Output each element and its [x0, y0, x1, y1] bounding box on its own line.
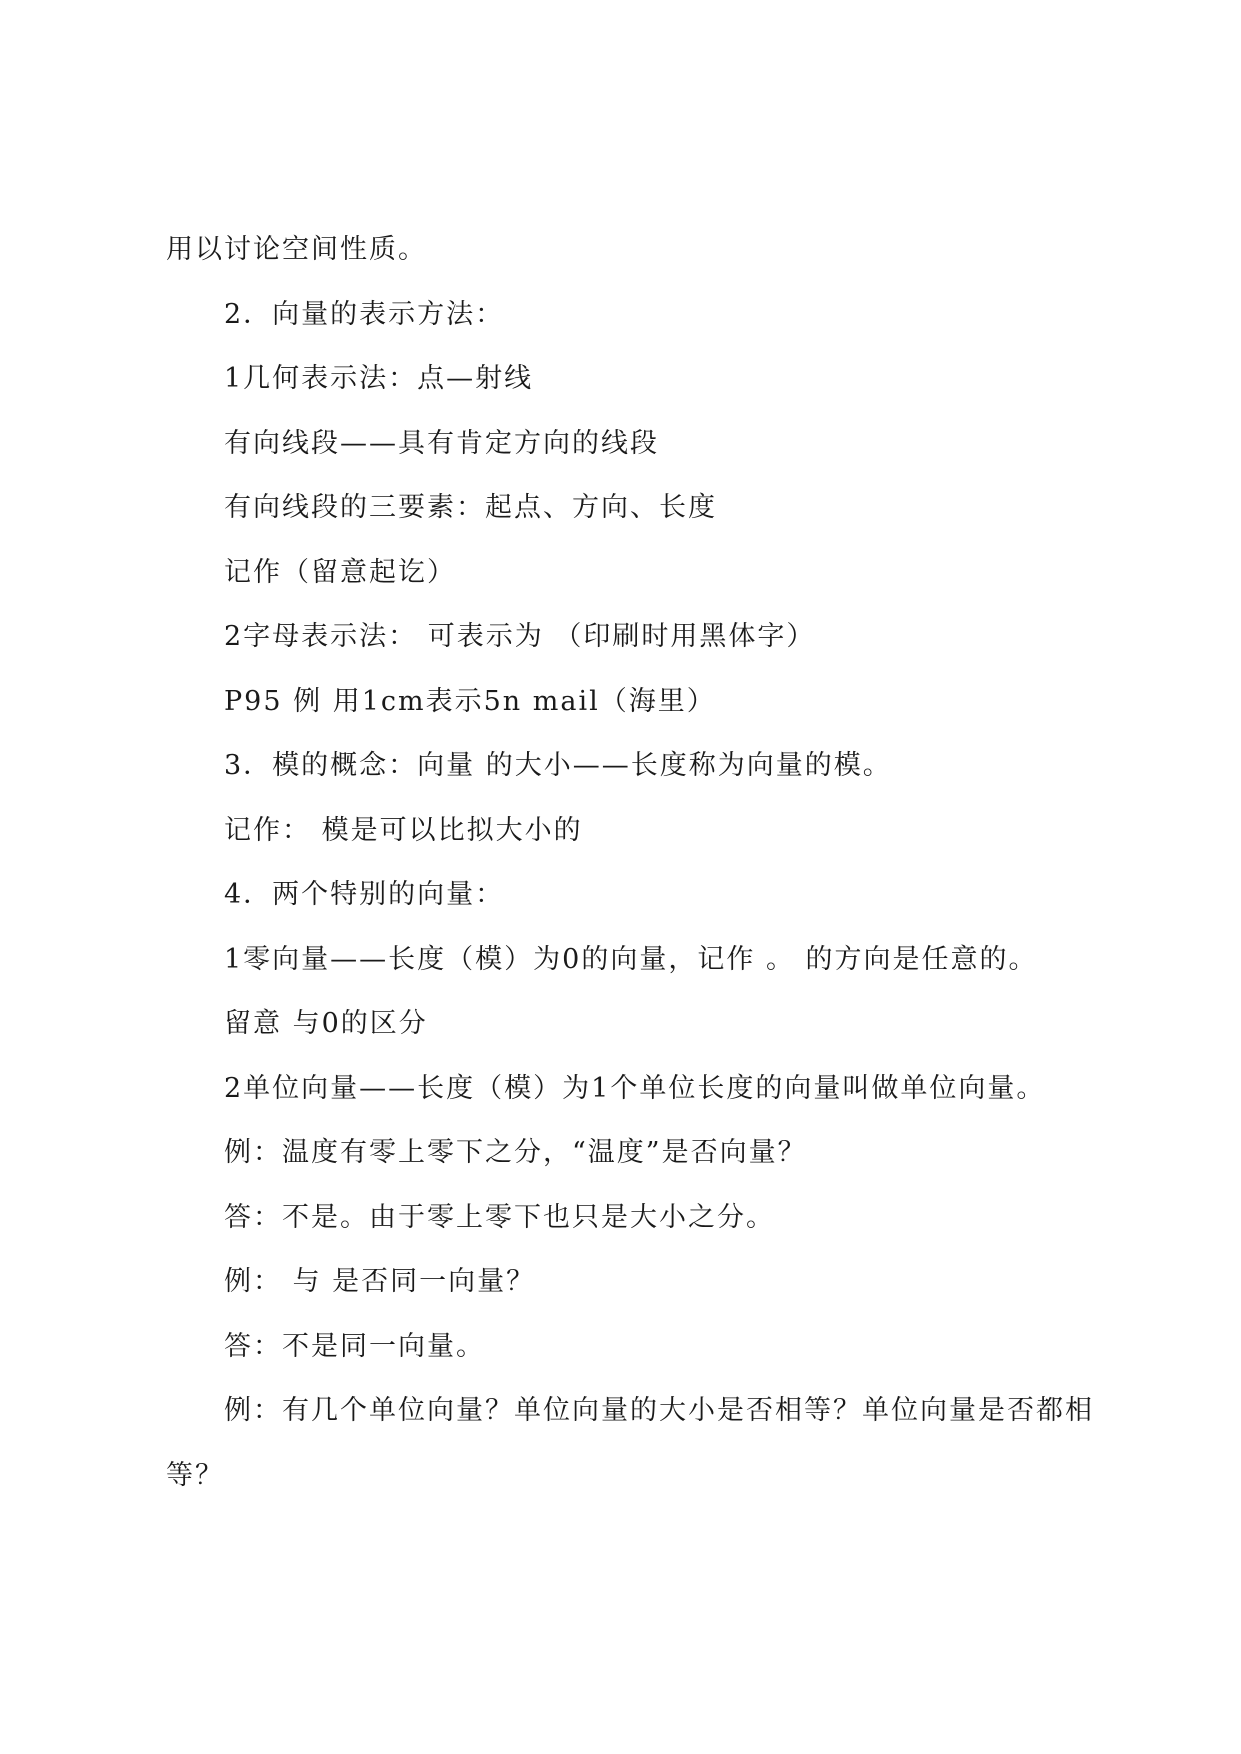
section-heading-special-vectors: 4．两个特别的向量：	[224, 879, 505, 910]
example-line: 例：温度有零上零下之分，“温度”是否向量？	[224, 1137, 807, 1168]
text-line: 1几何表示法：点—射线	[224, 363, 534, 394]
paragraph-continuation: 等？	[166, 1460, 224, 1491]
section-heading-magnitude: 3．模的概念：向量 的大小——长度称为向量的模。	[224, 750, 892, 781]
section-heading-representation: 2．向量的表示方法：	[224, 299, 505, 330]
text-line: 有向线段——具有肯定方向的线段	[224, 428, 659, 459]
example-line: 例： 与 是否同一向量？	[224, 1266, 536, 1297]
answer-line: 答：不是。由于零上零下也只是大小之分。	[224, 1202, 775, 1233]
paragraph-continuation: 用以讨论空间性质。	[166, 234, 427, 265]
text-line: 记作（留意起讫）	[224, 557, 456, 588]
text-line: 2字母表示法： 可表示为 （印刷时用黑体字）	[224, 621, 816, 652]
example-line: 例：有几个单位向量？单位向量的大小是否相等？单位向量是否都相	[224, 1395, 1094, 1426]
answer-line: 答：不是同一向量。	[224, 1331, 485, 1362]
text-line: 有向线段的三要素：起点、方向、长度	[224, 492, 717, 523]
text-line: 1零向量——长度（模）为0的向量，记作 。 的方向是任意的。	[224, 944, 1038, 975]
text-line: 2单位向量——长度（模）为1个单位长度的向量叫做单位向量。	[224, 1073, 1046, 1104]
text-line: 记作： 模是可以比拟大小的	[224, 815, 583, 846]
text-line: 留意 与0的区分	[224, 1008, 428, 1039]
text-line: P95 例 用1cm表示5n mail（海里）	[224, 686, 716, 717]
